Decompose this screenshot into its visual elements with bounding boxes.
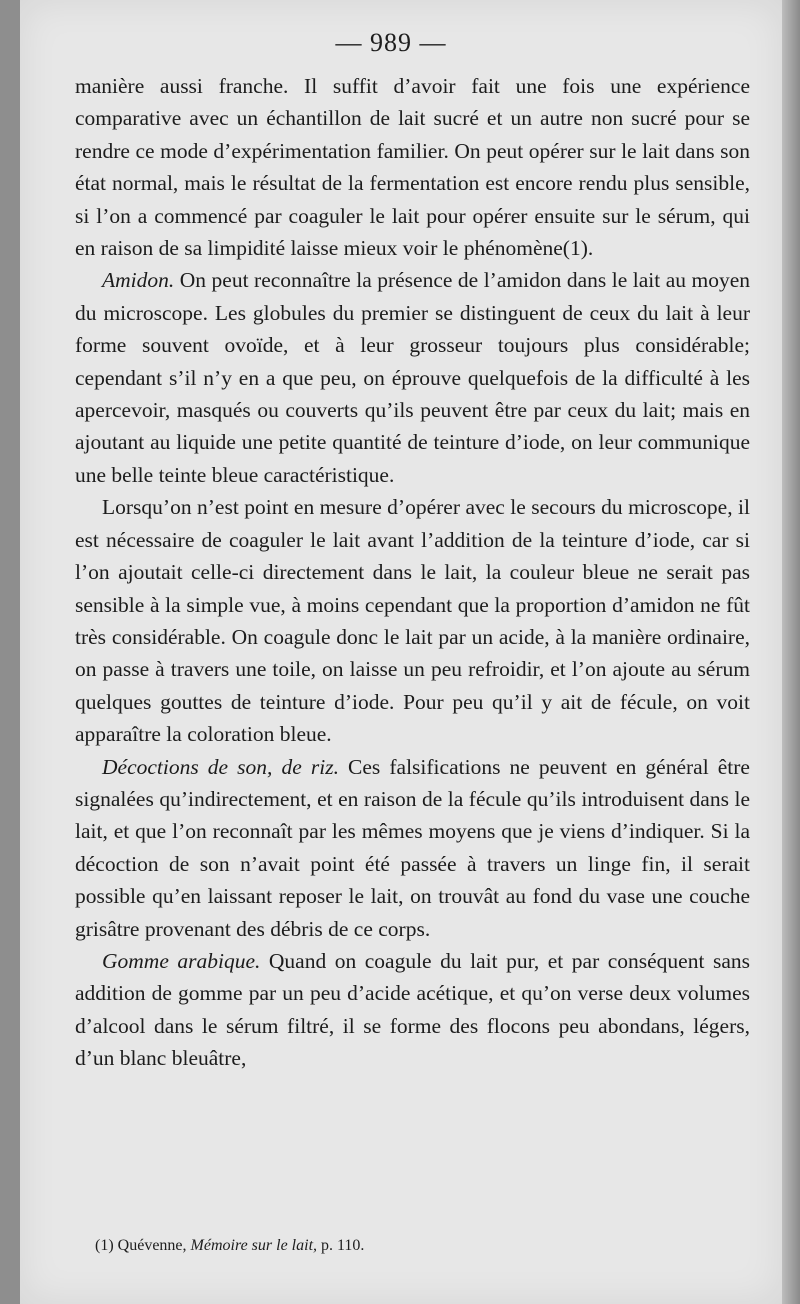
main-text [75,70,750,1075]
paragraph-1-text: manière aussi franche. Il suffit d’avoir fait une fois une expérience comparative avec un échantillon de lait sucré et un autre non sucré pour se rendre ce mode d’expérimentation familier. On peut opérer sur le lait dans son état normal, mais le résultat de la fermentation est encore rendu plus sensible, si l’on a commencé par coaguler le lait pour opérer ensuite sur le sérum, qui en raison de sa limpidité laisse mieux voir le phénomène(1). [75,74,750,261]
paragraph-decoctions [75,751,750,945]
footnote-marker: (1) [95,1237,114,1254]
paragraph-decoctions-lead: Décoctions de son, de riz. [102,754,339,779]
paragraph-gomme-lead: Gomme arabique. [102,948,261,973]
paragraph-amidon-text: On peut reconnaître la présence de l’amidon dans le lait au moyen du microscope. Les globules du premier se distinguent de ceux du lait à leur forme souvent ovoïde, et à leur grosseur toujours plus considérable; cependant s’il n’y en a que peu, on éprouve quelquefois de la difficulté à les apercevoir, masqués ou couverts qu’ils peuvent être par ceux du lait; mais en ajoutant au liquide une petite quantité de teinture d’iode, on leur communique une belle teinte bleue caractéristique. [75,268,750,487]
paragraph-gomme-text: Quand on coagule du lait pur, et par conséquent sans addition de gomme par un peu d’acide acétique, et qu’on verse deux volumes d’alcool dans le sérum filtré, il se forme des flocons peu abondans, légers, d’un blanc bleuâtre, [75,948,750,1071]
paragraph-gomme [75,945,750,1075]
paragraph-decoctions-text: Ces falsifications ne peuvent en général être signalées qu’indirectement, et en raison de la fécule qu’ils introduisent dans le lait, et que l’on reconnaît par les mêmes moyens que je viens d’indiquer. Si la décoction de son n’avait point été passée à travers un linge fin, il serait possible qu’en laissant reposer le lait, on trouvât au fond du vase une couche grisâtre provenant des débris de ce corps. [75,754,750,941]
paragraph-microscope [75,491,750,750]
paragraph-1 [75,70,750,264]
footnote-author: Quévenne, [117,1237,187,1254]
paragraph-amidon [75,264,750,491]
paragraph-amidon-lead: Amidon. [102,268,175,293]
page-number: — 989 — [335,28,447,57]
paragraph-microscope-text: Lorsqu’on n’est point en mesure d’opérer avec le secours du microscope, il est nécessaire de coaguler le lait avant l’addition de la teinture d’iode, car si l’on ajoutait celle-ci directement dans le lait, la couleur bleue ne serait pas sensible à la simple vue, à moins cependant que la proportion d’amidon ne fût très considérable. On coagule donc le lait par un acide, à la manière ordinaire, on passe à travers une toile, on laisse un peu refroidir, et l’on ajoute au sérum quelques gouttes de teinture d’iode. Pour peu qu’il y ait de fécule, on voit apparaître la coloration bleue. [75,495,750,747]
footnote-title: Mémoire sur le lait, [190,1237,318,1254]
footnote [95,1237,364,1255]
page-edge [782,0,800,1304]
footnote-page: p. 110. [321,1237,365,1254]
